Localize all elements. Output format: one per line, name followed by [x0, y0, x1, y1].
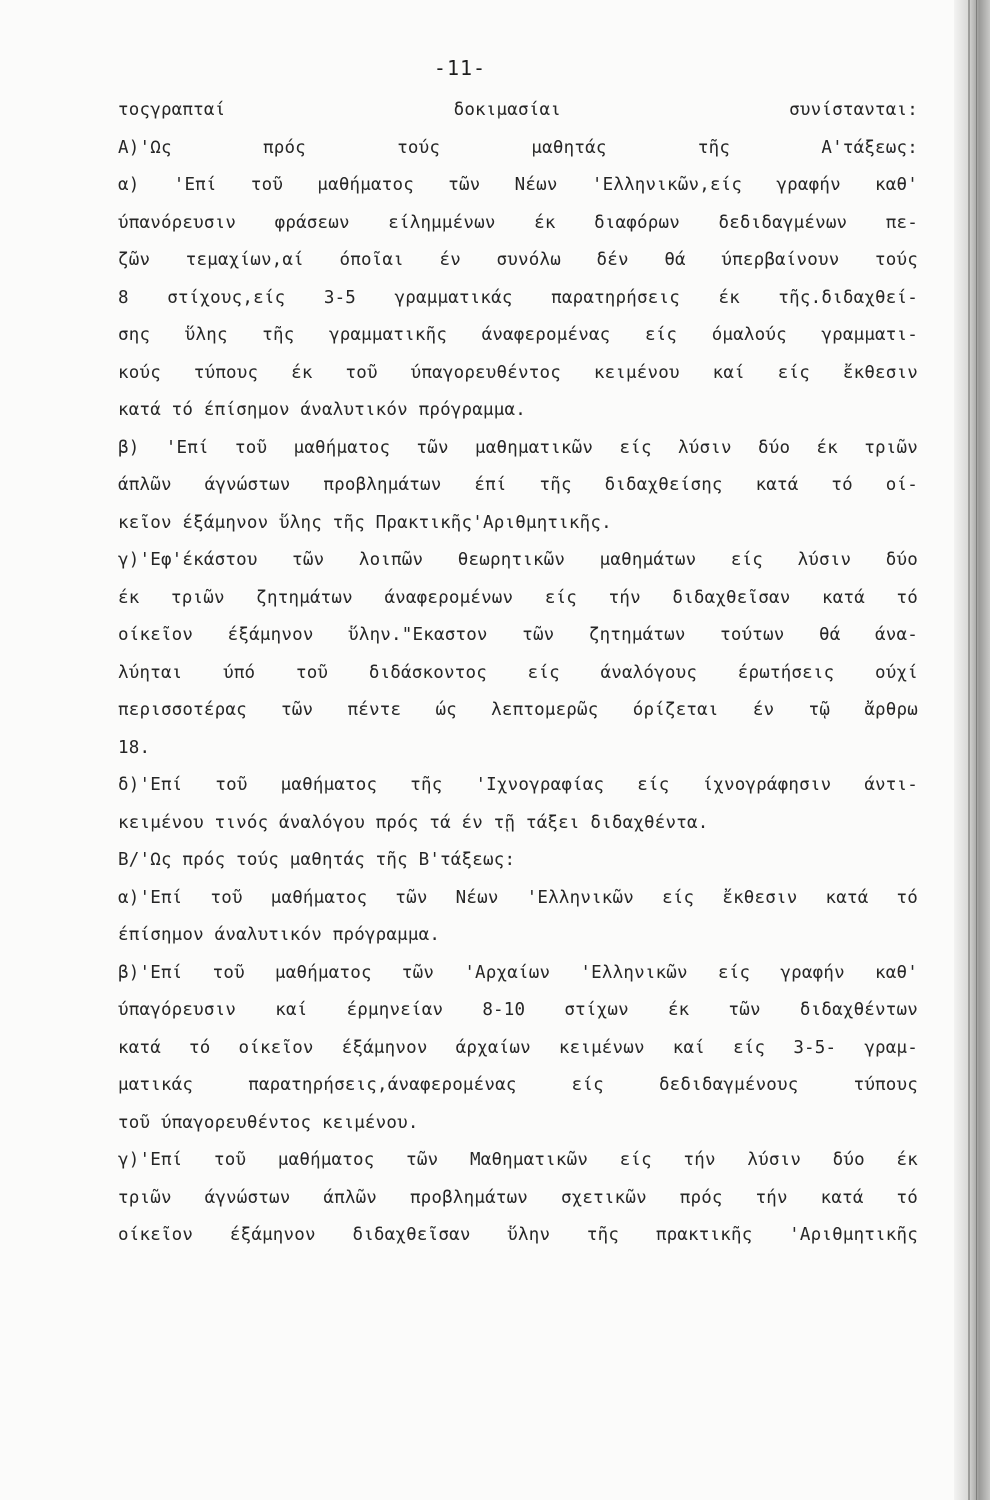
- text-line: α)'Επί τοῦ μαθήματος τῶν Νέων 'Ελληνικῶν είς ἔκθεσιν κατά τό: [118, 887, 918, 908]
- text-line: β)'Επί τοῦ μαθήματος τῶν 'Αρχαίων 'Ελληνικῶν είς γραφήν καθ': [118, 962, 918, 983]
- text-line: κούς τύπους έκ τοῦ ύπαγορευθέντος κειμένου καί είς ἔκθεσιν: [118, 362, 918, 383]
- text-line: α) 'Επί τοῦ μαθήματος τῶν Νέων 'Ελληνικῶν,είς γραφήν καθ': [118, 175, 918, 195]
- text-line: γ)'Επί τοῦ μαθήματος τῶν Μαθηματικῶν είς τήν λύσιν δύο έκ: [118, 1150, 918, 1170]
- page-number: -11-: [433, 56, 487, 80]
- text-line: οίκεῖον έξάμηνον διδαχθεῖσαν ὕλην τῆς πρακτικῆς 'Αριθμητικῆς: [118, 1225, 918, 1245]
- text-line: άπλῶν άγνώστων προβλημάτων έπί τῆς διδαχθείσης κατά τό οί-: [118, 475, 918, 495]
- text-line: ύπαγόρευσιν καί έρμηνείαν 8-10 στίχων έκ τῶν διδαχθέντων: [118, 1000, 918, 1020]
- text-line: έκ τριῶν ζητημάτων άναφερομένων είς τήν διδαχθεῖσαν κατά τό: [118, 587, 918, 608]
- text-line: 8 στίχους,είς 3-5 γραμματικάς παρατηρήσεις έκ τῆς.διδαχθεί-: [118, 287, 918, 308]
- text-line: ύπανόρευσιν φράσεων είλημμένων έκ διαφόρων δεδιδαγμένων πε-: [118, 212, 918, 233]
- text-line: τριῶν άγνώστων άπλῶν προβλημάτων σχετικῶν πρός τήν κατά τό: [118, 1187, 918, 1208]
- text-line: β) 'Επί τοῦ μαθήματος τῶν μαθηματικῶν είς λύσιν δύο έκ τριῶν: [118, 437, 918, 458]
- text-line: κατά τό έπίσημον άναλυτικόν πρόγραμμα.: [118, 400, 526, 420]
- text-line: περισσοτέρας τῶν πέντε ώς λεπτομερῶς όρίζεται έν τῷ ἄρθρω: [118, 700, 918, 720]
- text-line: έπίσημον άναλυτικόν πρόγραμμα.: [118, 925, 441, 945]
- text-line: σης ὕλης τῆς γραμματικῆς άναφερομένας είς όμαλούς γραμματι-: [118, 325, 918, 345]
- text-line: ματικάς παρατηρήσεις,άναφερομένας είς δεδιδαγμένους τύπους: [118, 1075, 918, 1095]
- text-line: Β/'Ως πρός τούς μαθητάς τῆς Β'τάξεως:: [118, 850, 516, 870]
- text-line: κατά τό οίκεῖον έξάμηνον άρχαίων κειμένων καί είς 3-5- γραμ-: [118, 1037, 918, 1058]
- text-line: οίκεῖον έξάμηνον ὕλην."Εκαστον τῶν ζητημάτων τούτων θά άνα-: [118, 625, 918, 645]
- body-text: [118, 92, 918, 1255]
- text-line: κειμένου τινός άναλόγου πρός τά έν τῇ τάξει διδαχθέντα.: [118, 812, 709, 833]
- text-line: κεῖον έξάμηνον ὕλης τῆς Πρακτικῆς'Αριθμητικῆς.: [118, 512, 612, 533]
- text-line: λύηται ύπό τοῦ διδάσκοντος είς άναλόγους έρωτήσεις ούχί: [118, 662, 918, 683]
- binding-edge: [954, 0, 990, 1500]
- text-line: ζῶν τεμαχίων,αί όποῖαι έν συνόλω δέν θά ύπερβαίνουν τούς: [118, 250, 918, 270]
- text-line: δ)'Επί τοῦ μαθήματος τῆς 'Ιχνογραφίας είς ίχνογράφησιν άντι-: [118, 775, 918, 795]
- text-line: γ)'Εφ'έκάστου τῶν λοιπῶν θεωρητικῶν μαθημάτων είς λύσιν δύο: [118, 550, 918, 570]
- text-line: τοςγραπταί δοκιμασίαι συνίστανται:: [118, 100, 918, 120]
- text-line: τοῦ ύπαγορευθέντος κειμένου.: [118, 1112, 419, 1133]
- text-line: Α)'Ως πρός τούς μαθητάς τῆς Α'τάξεως:: [118, 137, 918, 158]
- text-line: 18.: [118, 737, 151, 758]
